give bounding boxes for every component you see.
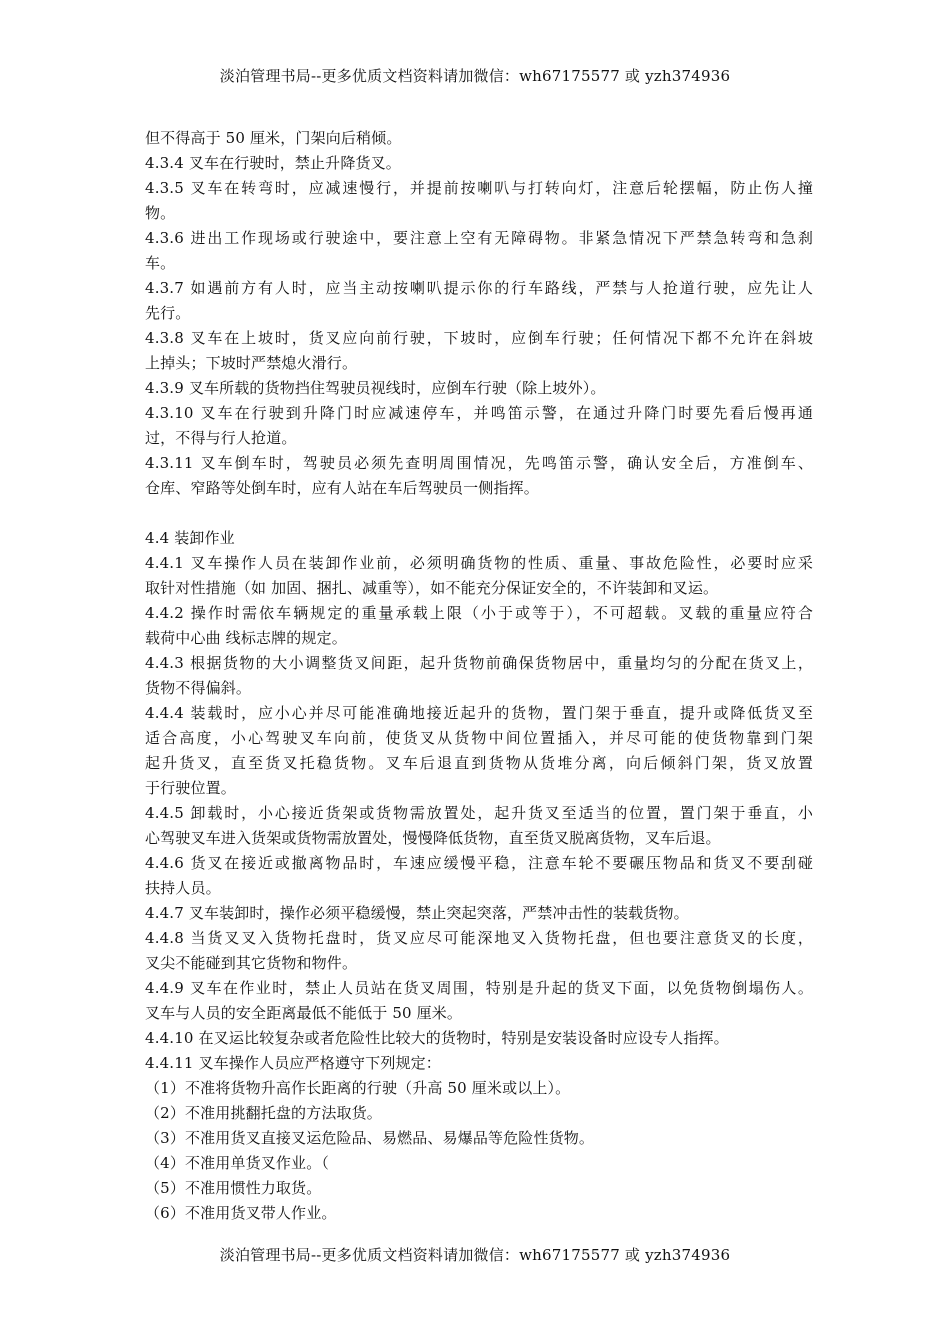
text-line: 载荷中心曲 线标志牌的规定。 [145, 629, 347, 647]
document-body [145, 126, 813, 1226]
text-line: 货物不得偏斜。 [145, 679, 252, 697]
text-line: 4.4.4 装载时，应小心并尽可能准确地接近起升的货物，置门架于垂直，提升或降低货叉至 [145, 704, 813, 722]
text-line: 4.4.9 叉车在作业时，禁止人员站在货叉周围，特别是升起的货叉下面，以免货物倒塌伤人。 [145, 979, 813, 997]
blank-line [145, 501, 813, 526]
list-item: （3）不准用货叉直接叉运危险品、易燃品、易爆品等危险性货物。 [145, 1129, 595, 1147]
text-line: 4.3.11 叉车倒车时，驾驶员必须先查明周围情况，先鸣笛示警，确认安全后，方准倒车、 [145, 454, 813, 472]
text-line: 4.4.6 货叉在接近或撤离物品时，车速应缓慢平稳，注意车轮不要碾压物品和货叉不要刮碰 [145, 854, 813, 872]
text-line: 上掉头；下坡时严禁熄火滑行。 [145, 354, 358, 372]
text-line: 物。 [145, 204, 176, 222]
section-heading: 4.4 装卸作业 [145, 529, 235, 547]
page-header: 淡泊管理书局--更多优质文档资料请加微信：wh67175577 或 yzh374936 [219, 67, 731, 85]
text-line: 心驾驶叉车进入货架或货物需放置处，慢慢降低货物，直至货叉脱离货物，叉车后退。 [145, 829, 721, 847]
text-line: 4.3.4 叉车在行驶时，禁止升降货叉。 [145, 154, 401, 172]
list-item: （4）不准用单货叉作业。（ [145, 1154, 329, 1172]
text-line: 4.4.7 叉车装卸时，操作必须平稳缓慢，禁止突起突落，严禁冲击性的装载货物。 [145, 904, 689, 922]
text-line: 先行。 [145, 304, 191, 322]
text-line: 叉尖不能碰到其它货物和物件。 [145, 954, 358, 972]
text-line: 4.4.11 叉车操作人员应严格遵守下列规定： [145, 1054, 441, 1072]
text-line: 4.3.10 叉车在行驶到升降门时应减速停车，并鸣笛示警，在通过升降门时要先看后慢再通 [145, 404, 813, 422]
page-footer: 淡泊管理书局--更多优质文档资料请加微信：wh67175577 或 yzh374936 [219, 1246, 731, 1264]
text-line: 取针对性措施（如 加固、捆扎、减重等），如不能充分保证安全的，不许装卸和叉运。 [145, 579, 719, 597]
text-line: 4.3.5 叉车在转弯时，应减速慢行，并提前按喇叭与打转向灯，注意后轮摆幅，防止伤人撞 [145, 179, 813, 197]
list-item: （1）不准将货物升高作长距离的行驶（升高 50 厘米或以上）。 [145, 1079, 571, 1097]
list-item: （6）不准用货叉带人作业。 [145, 1204, 337, 1222]
text-line: 4.4.10 在叉运比较复杂或者危险性比较大的货物时，特别是安装设备时应设专人指挥。 [145, 1029, 729, 1047]
text-line: 起升货叉，直至货叉托稳货物。叉车后退直到货物从货堆分离，向后倾斜门架，货叉放置 [145, 754, 813, 772]
text-line: 4.3.8 叉车在上坡时，货叉应向前行驶，下坡时，应倒车行驶；任何情况下都不允许在斜坡 [145, 329, 813, 347]
text-line: 4.4.2 操作时需依车辆规定的重量承载上限（小于或等于），不可超载。叉载的重量应符合 [145, 604, 813, 622]
text-line: 4.4.1 叉车操作人员在装卸作业前，必须明确货物的性质、重量、事故危险性，必要时应采 [145, 554, 813, 572]
text-line: 4.3.6 进出工作现场或行驶途中，要注意上空有无障碍物。非紧急情况下严禁急转弯和急刹 [145, 229, 813, 247]
text-line: 4.4.3 根据货物的大小调整货叉间距，起升货物前确保货物居中，重量均匀的分配在货叉上， [145, 654, 813, 672]
text-line: 4.3.9 叉车所载的货物挡住驾驶员视线时，应倒车行驶（除上坡外）。 [145, 379, 606, 397]
text-line: 车。 [145, 254, 176, 272]
text-line: 叉车与人员的安全距离最低不能低于 50 厘米。 [145, 1004, 463, 1022]
text-line: 扶持人员。 [145, 879, 221, 897]
text-line: 适合高度，小心驾驶叉车向前，使货叉从货物中间位置插入，并尽可能的使货物靠到门架 [145, 729, 813, 747]
text-line: 4.4.5 卸载时，小心接近货架或货物需放置处，起升货叉至适当的位置，置门架于垂直，小 [145, 804, 813, 822]
list-item: （2）不准用挑翻托盘的方法取货。 [145, 1104, 382, 1122]
list-item: （5）不准用惯性力取货。 [145, 1179, 322, 1197]
text-line: 于行驶位置。 [145, 779, 236, 797]
text-line: 4.3.7 如遇前方有人时，应当主动按喇叭提示你的行车路线，严禁与人抢道行驶，应先让人 [145, 279, 813, 297]
text-line: 仓库、窄路等处倒车时，应有人站在车后驾驶员一侧指挥。 [145, 479, 539, 497]
text-line: 4.4.8 当货叉叉入货物托盘时，货叉应尽可能深地叉入货物托盘，但也要注意货叉的长度， [145, 929, 813, 947]
text-line: 但不得高于 50 厘米，门架向后稍倾。 [145, 129, 402, 147]
text-line: 过，不得与行人抢道。 [145, 429, 297, 447]
